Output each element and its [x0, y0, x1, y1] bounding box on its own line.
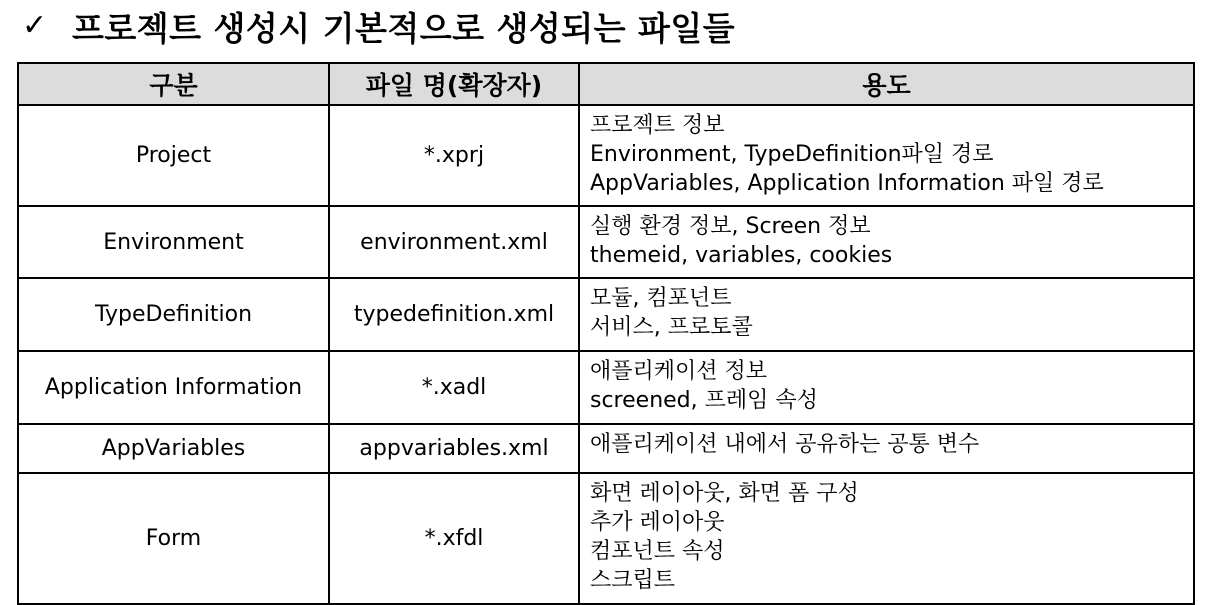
usage-line: 스크립트	[590, 568, 676, 593]
category-cell: AppVariables	[18, 424, 329, 473]
column-header-category: 구분	[18, 63, 329, 105]
table-row	[18, 351, 1194, 424]
usage-line: 프로젝트 정보	[590, 113, 725, 138]
usage-cell	[579, 473, 1194, 604]
filename-cell: *.xfdl	[329, 473, 579, 604]
page-heading	[22, 0, 735, 52]
usage-line: 애플리케이션 정보	[590, 359, 768, 384]
usage-cell	[579, 351, 1194, 424]
usage-line: 추가 레이아웃	[590, 510, 725, 535]
table-header-row	[18, 63, 1194, 105]
project-files-table	[17, 62, 1195, 605]
category-cell: Application Information	[18, 351, 329, 424]
usage-line: 실행 환경 정보, Screen 정보	[590, 214, 871, 239]
filename-cell: environment.xml	[329, 206, 579, 278]
usage-cell	[579, 278, 1194, 351]
usage-line: 애플리케이션 내에서 공유하는 공통 변수	[590, 432, 980, 457]
filename-cell: typedefinition.xml	[329, 278, 579, 351]
filename-cell: *.xprj	[329, 105, 579, 206]
category-cell: Form	[18, 473, 329, 604]
category-cell: Project	[18, 105, 329, 206]
table-row	[18, 206, 1194, 278]
filename-cell: appvariables.xml	[329, 424, 579, 473]
table-row	[18, 473, 1194, 604]
table-row	[18, 278, 1194, 351]
usage-cell	[579, 424, 1194, 473]
column-header-usage: 용도	[579, 63, 1194, 105]
column-header-filename: 파일 명(확장자)	[329, 63, 579, 105]
usage-line: screened, 프레임 속성	[590, 388, 818, 413]
page-title: 프로젝트 생성시 기본적으로 생성되는 파일들	[72, 8, 736, 48]
category-cell: TypeDefinition	[18, 278, 329, 351]
table-row	[18, 105, 1194, 206]
usage-line: Environment, TypeDefinition파일 경로	[590, 142, 994, 167]
usage-line: themeid, variables, cookies	[590, 243, 893, 268]
usage-cell	[579, 206, 1194, 278]
usage-line: AppVariables, Application Information 파일 경로	[590, 171, 1104, 196]
category-cell: Environment	[18, 206, 329, 278]
table-row	[18, 424, 1194, 473]
check-mark-icon: ✓	[22, 8, 48, 43]
usage-cell	[579, 105, 1194, 206]
usage-line: 모듈, 컴포넌트	[590, 286, 732, 311]
usage-line: 컴포넌트 속성	[590, 539, 725, 564]
filename-cell: *.xadl	[329, 351, 579, 424]
usage-line: 화면 레이아웃, 화면 폼 구성	[590, 481, 859, 506]
usage-line: 서비스, 프로토콜	[590, 315, 753, 340]
